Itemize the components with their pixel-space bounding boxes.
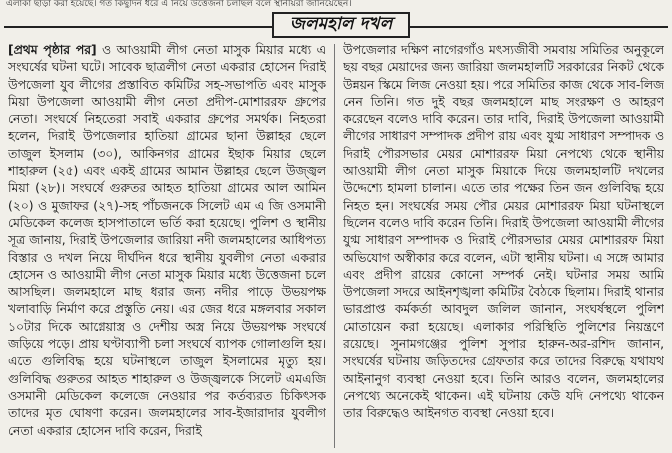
headline-box: [272, 12, 410, 38]
left-column-paragraph: [8, 42, 326, 440]
left-column: [8, 42, 326, 450]
headline: জলমহাল দখল: [289, 14, 393, 34]
right-column: [343, 42, 664, 450]
right-column-text: উপজেলার দক্ষিণ নাগেরগাঁও মৎস্যজীবী সমবায় সমিতির অনুকূলে ছয় বছর মেয়াদের জন্য জারিয়া জলমহালটি সরকারের নিকট থেকে উন্নয়ন স্কিমে লিজ নেওয়া হয়। পরে সমিতির কাজ থেকে সাব-লিজ নেন তিনি। গত দুই বছর জলমহালে মাছ সংরক্ষণ ও আহরণ করেছেন বলেও দাবি করেন। তার দাবি, দিরাই উপজেলা আওয়ামী লীগের সাধারণ সম্পাদক প্রদীপ রায় এবং যুগ্ম সাধারণ সম্পাদক ও দিরাই পৌরসভার মেয়র মোশাররফ মিয়া নেপথ্যে থেকে স্থানীয় আওয়ামী লীগ নেতা মাসুক মিয়াকে দিয়ে জলমহালটি দখলের উদ্দেশ্যে হামলা চালান। এতে তার পক্ষের তিন জন গুলিবিদ্ধ হয়ে নিহত হন। সংঘর্ষের সময় পৌর মেয়র মোশাররফ মিয়া ঘটনাস্থলে ছিলেন বলেও দাবি করেন তিনি। দিরাই উপজেলা আওয়ামী লীগের যুগ্ম সাধারণ সম্পাদক ও দিরাই পৌরসভার মেয়র মোশাররফ মিয়া অভিযোগ অস্বীকার করে বলেন, এটা স্থানীয় ঘটনা। এ সঙ্গে আমার এবং প্রদীপ রায়ের কোনো সম্পর্ক নেই। ঘটনার সময় আমি উপজেলা সদরে আইনশৃঙ্খলা কমিটির বৈঠকে ছিলাম। দিরাই থানার ভারপ্রাপ্ত কর্মকর্তা আবদুল জলিল জানান, সংঘর্ষস্থলে পুলিশ মোতায়েন করা হয়েছে। এলাকার পরিস্থিতি পুলিশের নিয়ন্ত্রণে রয়েছে। সুনামগঞ্জের পুলিশ সুপার হারুন-অর-রশিদ জানান, সংঘর্ষের ঘটনায় জড়িতদের গ্রেফতার করে তাদের বিরুদ্ধে যথাযথ আইনানুগ ব্যবস্থা নেওয়া হবে। তিনি আরও বলেন, জলমহালের নেপথ্যে অনেকেই থাকেন। এই ঘটনায় কেউ যদি নেপথ্যে থাকেন তার বিরুদ্ধেও আইনগত ব্যবস্থা নেওয়া হবে।: [343, 43, 664, 421]
cut-off-top-text: এলাকা ছাড়া করা হয়েছে। গত কিছুদিন ধরে এ নিয়ে উত্তেজনা চলছিল বলে স্থানীয়রা জানিয়েছেন।: [6, 0, 352, 8]
column-divider: [334, 44, 335, 448]
left-column-text: ও আওয়ামী লীগ নেতা মাসুক মিয়ার মধ্যে এ সংঘর্ষের ঘটনা ঘটে। সাবেক ছাত্রলীগ নেতা একরার হোসেন দিরাই উপজেলা যুব লীগের প্রস্তাবিত কমিটির সহ-সভাপতি এবং মাসুক মিয়া উপজেলা আওয়ামী লীগ নেতা প্রদীপ-মোশাররফ গ্রুপের নেতা। সংঘর্ষে নিহতেরা সবাই একরার গ্রুপের সমর্থক। নিহতরা হলেন, দিরাই উপজেলার হাতিয়া গ্রামের ছানা উল্লাহর ছেলে তাজুল ইসলাম (৩০), আকিনগর গ্রামের ইছাক মিয়ার ছেলে শাহারুল (২৫) এবং একই গ্রামের আমান উল্লাহর ছেলে উজ্জ্বল মিয়া (২৮)। সংঘর্ষে গুরুতর আহত হাতিয়া গ্রামের আল আমিন (২০) ও মুজাফর (২৭)-সহ পাঁচজনকে সিলেট এম এ জি ওসমানী মেডিকেল কলেজ হাসপাতালে ভর্তি করা হয়েছে। পুলিশ ও স্থানীয় সূত্র জানায়, দিরাই উপজেলার জারিয়া নদী জলমহালের আধিপত্য বিস্তার ও দখল নিয়ে দীর্ঘদিন ধরে স্থানীয় যুবলীগ নেতা একরার হোসেন ও আওয়ামী লীগ নেতা মাসুক মিয়ার মধ্যে উত্তেজনা চলে আসছিল। জলমহালে মাছ ধরার জন্য নদীর পাড়ে উভয়পক্ষ খলাবাড়ি নির্মাণ করে প্রস্তুতি নেয়। এর জের ধরে মঙ্গলবার সকাল ১০টার দিকে আগ্নেয়াস্ত্র ও দেশীয় অস্ত্র নিয়ে উভয়পক্ষ সংঘর্ষে জড়িয়ে পড়ে। প্রায় ঘণ্টাব্যাপী চলা সংঘর্ষে ব্যাপক গোলাগুলি হয়। এতে গুলিবিদ্ধ হয়ে ঘটনাস্থলে তাজুল ইসলামের মৃত্যু হয়। গুলিবিদ্ধ গুরুতর আহত শাহারুল ও উজ্জ্বলকে সিলেট এমএজি ওসমানী মেডিকেল কলেজে নেওয়ার পর কর্তব্যরত চিকিৎসক তাদের মৃত ঘোষণা করেন। জলমহালের সাব-ইজারাদার যুবলীগ নেতা একরার হোসেন দাবি করেন, দিরাই: [8, 43, 326, 438]
jump-label: [প্রথম পৃষ্ঠার পর]: [8, 43, 97, 57]
headline-bar: [4, 12, 668, 38]
